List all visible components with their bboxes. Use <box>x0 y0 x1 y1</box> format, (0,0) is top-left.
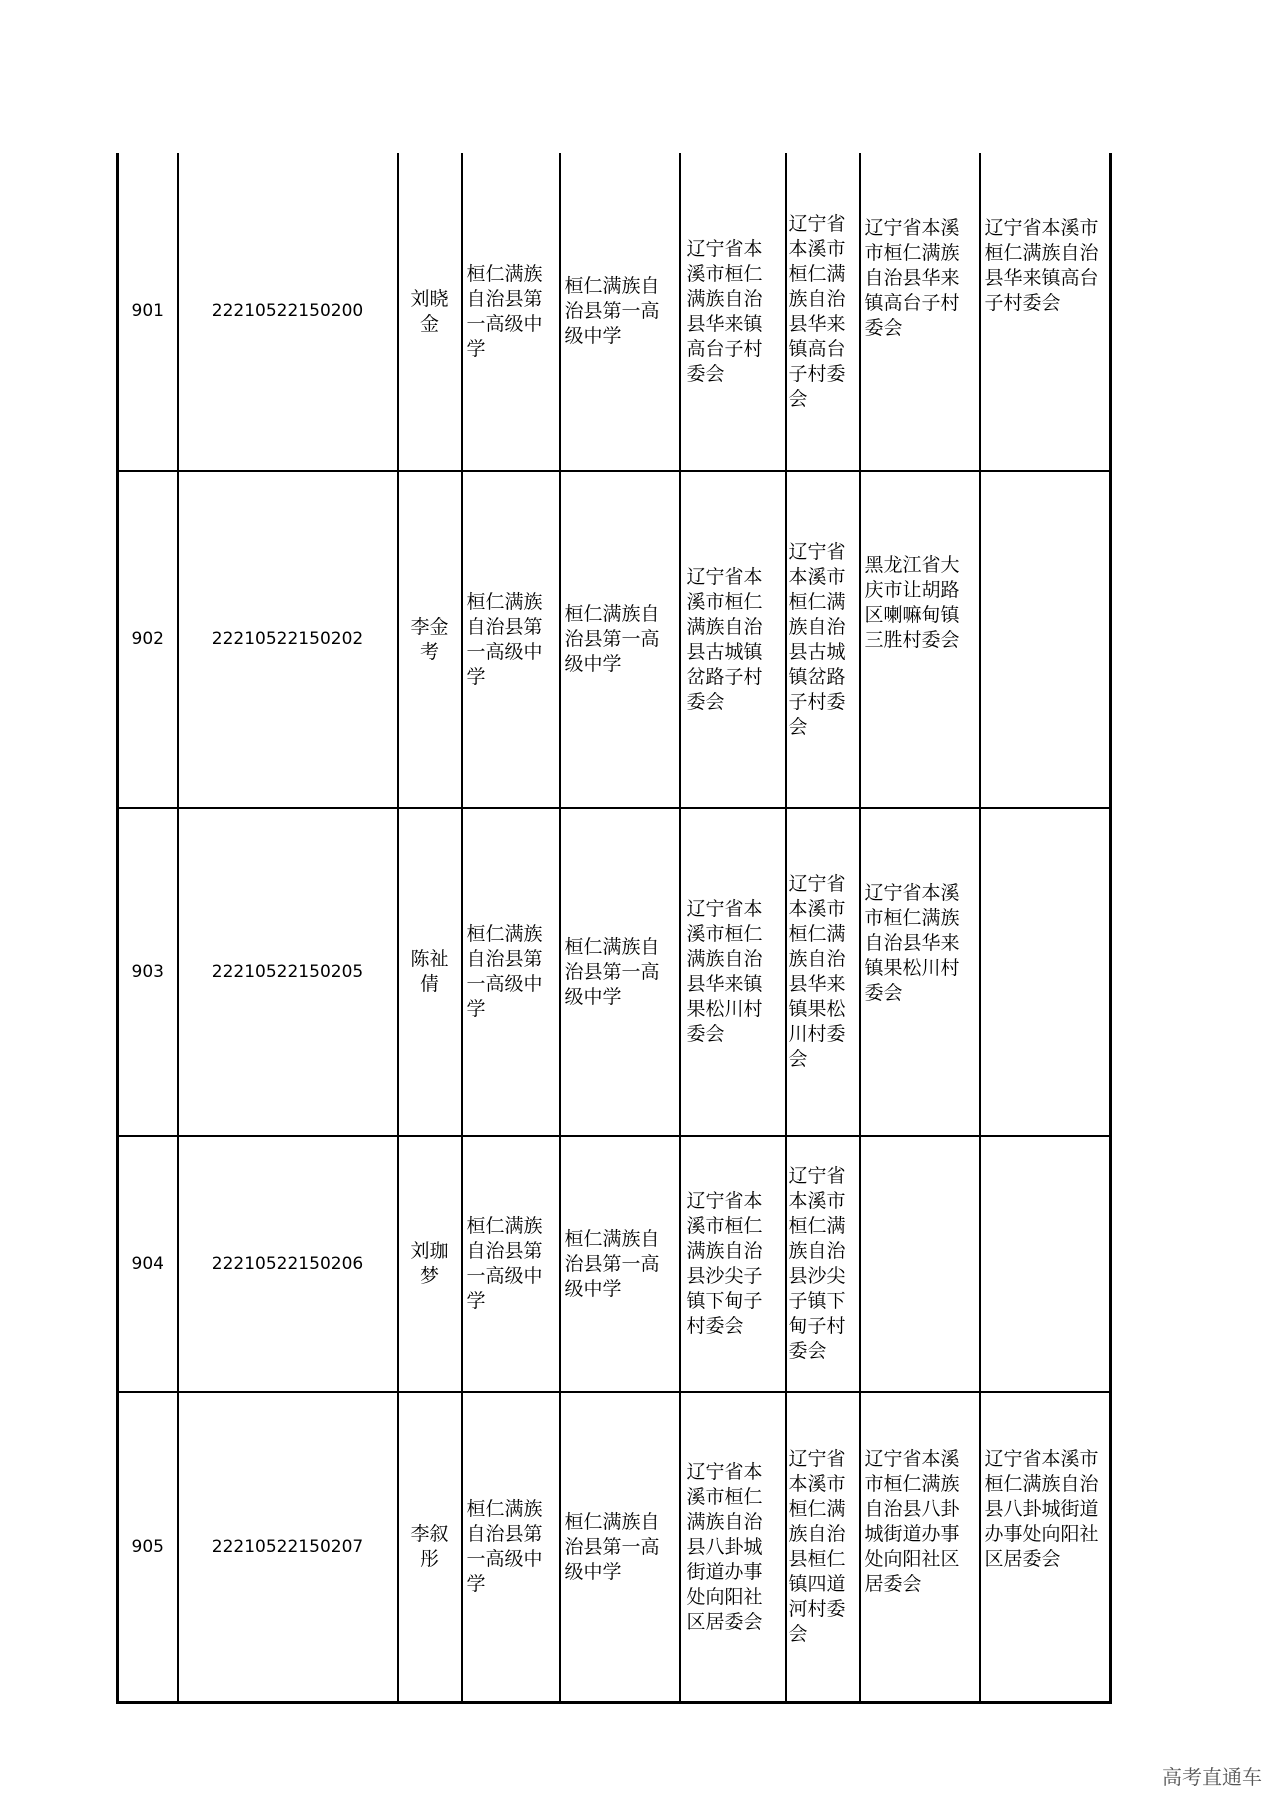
exam-id: 22210522150202 <box>178 471 398 808</box>
address-3 <box>860 1136 980 1392</box>
school-name: 桓仁满族自治县第一高级中学 <box>462 471 560 808</box>
student-name: 刘珈梦 <box>398 1136 462 1392</box>
address-1: 辽宁省本溪市桓仁满族自治县八卦城街道办事处向阳社区居委会 <box>680 1392 786 1703</box>
address-2: 辽宁省本溪市桓仁满族自治县沙尖子镇下甸子村委会 <box>786 1136 860 1392</box>
address-1: 辽宁省本溪市桓仁满族自治县沙尖子镇下甸子村委会 <box>680 1136 786 1392</box>
exam-id: 22210522150205 <box>178 808 398 1136</box>
address-1: 辽宁省本溪市桓仁满族自治县古城镇岔路子村委会 <box>680 471 786 808</box>
address-2: 辽宁省本溪市桓仁满族自治县桓仁镇四道河村委会 <box>786 1392 860 1703</box>
school-name: 桓仁满族自治县第一高级中学 <box>462 1136 560 1392</box>
school-name-2: 桓仁满族自治县第一高级中学 <box>560 471 680 808</box>
admission-table <box>116 153 1112 1704</box>
address-4 <box>980 471 1111 808</box>
school-name: 桓仁满族自治县第一高级中学 <box>462 808 560 1136</box>
row-number: 903 <box>118 808 178 1136</box>
exam-id: 22210522150200 <box>178 153 398 471</box>
row-number: 905 <box>118 1392 178 1703</box>
table-row <box>118 471 1111 808</box>
school-name-2: 桓仁满族自治县第一高级中学 <box>560 1392 680 1703</box>
address-4 <box>980 1136 1111 1392</box>
address-3: 辽宁省本溪市桓仁满族自治县华来镇果松川村委会 <box>860 808 980 1136</box>
school-name-2: 桓仁满族自治县第一高级中学 <box>560 153 680 471</box>
address-4: 辽宁省本溪市桓仁满族自治县八卦城街道办事处向阳社区居委会 <box>980 1392 1111 1703</box>
table-row <box>118 1392 1111 1703</box>
address-2: 辽宁省本溪市桓仁满族自治县古城镇岔路子村委会 <box>786 471 860 808</box>
school-name: 桓仁满族自治县第一高级中学 <box>462 153 560 471</box>
address-1: 辽宁省本溪市桓仁满族自治县华来镇高台子村委会 <box>680 153 786 471</box>
address-4 <box>980 808 1111 1136</box>
exam-id: 22210522150207 <box>178 1392 398 1703</box>
school-name: 桓仁满族自治县第一高级中学 <box>462 1392 560 1703</box>
table-row <box>118 1136 1111 1392</box>
address-2: 辽宁省本溪市桓仁满族自治县华来镇果松川村委会 <box>786 808 860 1136</box>
student-name: 李金考 <box>398 471 462 808</box>
exam-id: 22210522150206 <box>178 1136 398 1392</box>
student-name: 李叙彤 <box>398 1392 462 1703</box>
student-name: 陈祉倩 <box>398 808 462 1136</box>
address-3: 黑龙江省大庆市让胡路区喇嘛甸镇三胜村委会 <box>860 471 980 808</box>
row-number: 902 <box>118 471 178 808</box>
address-3: 辽宁省本溪市桓仁满族自治县华来镇高台子村委会 <box>860 153 980 471</box>
address-4: 辽宁省本溪市桓仁满族自治县华来镇高台子村委会 <box>980 153 1111 471</box>
address-2: 辽宁省本溪市桓仁满族自治县华来镇高台子村委会 <box>786 153 860 471</box>
address-3: 辽宁省本溪市桓仁满族自治县八卦城街道办事处向阳社区居委会 <box>860 1392 980 1703</box>
student-name: 刘晓金 <box>398 153 462 471</box>
row-number: 904 <box>118 1136 178 1392</box>
address-1: 辽宁省本溪市桓仁满族自治县华来镇果松川村委会 <box>680 808 786 1136</box>
row-number: 901 <box>118 153 178 471</box>
table-row <box>118 153 1111 471</box>
school-name-2: 桓仁满族自治县第一高级中学 <box>560 1136 680 1392</box>
table-row <box>118 808 1111 1136</box>
watermark-text: 高考直通车 <box>1162 1765 1262 1789</box>
school-name-2: 桓仁满族自治县第一高级中学 <box>560 808 680 1136</box>
